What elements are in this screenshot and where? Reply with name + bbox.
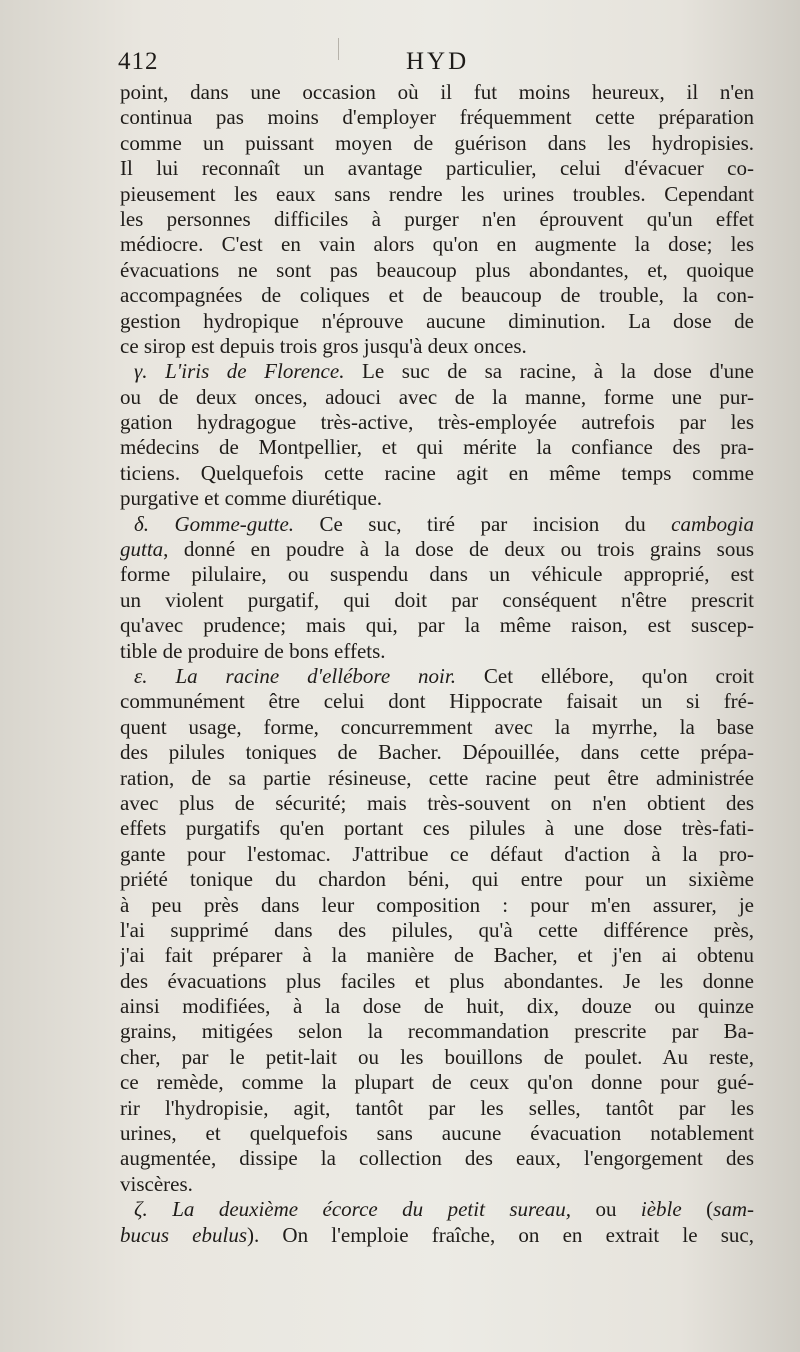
text-line xyxy=(120,131,754,156)
italic-text: cambogia xyxy=(671,511,754,536)
text-run: rir l'hydropisie, agit, tantôt par les selles, tantôt par les xyxy=(120,1095,754,1120)
text-line xyxy=(120,639,754,664)
text-run: j'ai fait préparer à la manière de Bacher, et j'en ai obtenu xyxy=(120,943,754,968)
text-run: des pilules toniques de Bacher. Dépouillée, dans cette prépa- xyxy=(120,740,754,765)
text-run: gation hydragogue très-active, très-employée autrefois par les xyxy=(120,410,754,435)
text-run: accompagnées de coliques et de beaucoup de trouble, la con- xyxy=(120,283,754,308)
text-line xyxy=(120,816,754,841)
text-run: tible de produire de bons effets. xyxy=(120,638,386,663)
text-run: ration, de sa partie résineuse, cette racine peut être administrée xyxy=(120,765,754,790)
text-line xyxy=(120,1197,754,1222)
text-run: point, dans une occasion où il fut moins heureux, il n'en xyxy=(120,80,754,104)
text-run: , donné en poudre à la dose de deux ou trois grains sous xyxy=(163,537,754,562)
text-line xyxy=(120,486,754,511)
text-line xyxy=(120,943,754,968)
text-run: un violent purgatif, qui doit par conséquent n'être prescrit xyxy=(120,587,754,612)
text-run: grains, mitigées selon la recommandation prescrite par Ba- xyxy=(120,1019,754,1044)
text-run: ( xyxy=(681,1197,714,1222)
italic-text: ε. La racine d'ellébore noir. xyxy=(134,663,456,688)
page-header xyxy=(118,48,758,84)
text-line xyxy=(120,613,754,638)
italic-text: sam- xyxy=(713,1197,754,1222)
text-run: quent usage, forme, concurremment avec la myrrhe, la base xyxy=(120,714,754,739)
text-line xyxy=(120,588,754,613)
text-line xyxy=(120,1223,754,1248)
text-line xyxy=(120,359,754,384)
text-line xyxy=(120,309,754,334)
text-line xyxy=(120,918,754,943)
text-run: forme pilulaire, ou suspendu dans un véhicule approprié, est xyxy=(120,562,754,587)
text-run: ticiens. Quelquefois cette racine agit en même temps comme xyxy=(120,460,754,485)
text-run: Il lui reconnaît un avantage particulier, celui d'évacuer co- xyxy=(120,156,754,181)
text-run: gante pour l'estomac. J'attribue ce défaut d'action à la pro- xyxy=(120,841,754,866)
italic-text: gutta xyxy=(120,537,164,562)
text-run: médiocre. C'est en vain alors qu'on en augmente la dose; les xyxy=(120,232,754,257)
text-line xyxy=(120,182,754,207)
text-line xyxy=(120,283,754,308)
text-line xyxy=(120,1121,754,1146)
text-line xyxy=(120,715,754,740)
text-line xyxy=(120,80,754,105)
italic-text: ièble xyxy=(640,1197,682,1222)
text-run: Ce suc, tiré par incision du xyxy=(294,511,672,536)
text-line xyxy=(120,334,754,359)
text-run: des évacuations plus faciles et plus abondantes. Je les donne xyxy=(120,968,754,993)
italic-text: δ. Gomme-gutte. xyxy=(134,511,295,536)
text-line xyxy=(120,105,754,130)
text-run: à peu près dans leur composition : pour m'en assurer, je xyxy=(120,892,754,917)
text-run: gestion hydropique n'éprouve aucune diminution. La dose de xyxy=(120,308,754,333)
text-run: médecins de Montpellier, et qui mérite la confiance des pra- xyxy=(120,435,754,460)
text-line xyxy=(120,232,754,257)
body-text xyxy=(120,80,754,1248)
text-line xyxy=(120,893,754,918)
text-line xyxy=(120,1172,754,1197)
text-line xyxy=(120,385,754,410)
text-line xyxy=(120,664,754,689)
text-run: communément être celui dont Hippocrate faisait un si fré- xyxy=(120,689,754,714)
text-line xyxy=(120,512,754,537)
text-line xyxy=(120,537,754,562)
italic-text: bucus ebulus xyxy=(120,1222,247,1247)
text-line xyxy=(120,207,754,232)
text-run: Le suc de sa racine, à la dose d'une xyxy=(344,359,754,384)
text-run: comme un puissant moyen de guérison dans les hydropisies. xyxy=(120,130,754,155)
text-run: avec plus de sécurité; mais très-souvent on n'en obtient des xyxy=(120,790,754,815)
text-run: continua pas moins d'employer fréquemment cette préparation xyxy=(120,105,754,130)
text-run: l'ai supprimé dans des pilules, qu'à cette différence près, xyxy=(120,917,754,942)
text-run: effets purgatifs qu'en portant ces pilules à une dose très-fati- xyxy=(120,816,754,841)
text-run: ou de deux onces, adouci avec de la manne, forme une pur- xyxy=(120,384,754,409)
text-line xyxy=(120,791,754,816)
text-line xyxy=(120,410,754,435)
text-line xyxy=(120,740,754,765)
text-run: priété tonique du chardon béni, qui entre pour un sixième xyxy=(120,867,754,892)
italic-text: γ. L'iris de Florence. xyxy=(134,359,345,384)
text-line xyxy=(120,1019,754,1044)
text-line xyxy=(120,994,754,1019)
text-line xyxy=(120,1070,754,1095)
text-line xyxy=(120,1146,754,1171)
text-run: urines, et quelquefois sans aucune évacuation notablement xyxy=(120,1121,754,1146)
text-run: les personnes difficiles à purger n'en éprouvent qu'un effet xyxy=(120,206,754,231)
text-run: augmentée, dissipe la collection des eaux, l'engorgement des xyxy=(120,1146,754,1171)
text-line xyxy=(120,258,754,283)
text-run: qu'avec prudence; mais qui, par la même raison, est suscep- xyxy=(120,613,754,638)
text-run: ainsi modifiées, à la dose de huit, dix, douze ou quinze xyxy=(120,994,754,1019)
text-run: pieusement les eaux sans rendre les urines troubles. Cependant xyxy=(120,181,754,206)
text-line xyxy=(120,1045,754,1070)
text-line xyxy=(120,435,754,460)
text-line xyxy=(120,842,754,867)
text-line xyxy=(120,689,754,714)
text-line xyxy=(120,562,754,587)
text-line xyxy=(120,766,754,791)
text-run: ou xyxy=(571,1197,641,1222)
text-line xyxy=(120,1096,754,1121)
text-line xyxy=(120,867,754,892)
text-line xyxy=(120,969,754,994)
text-run: purgative et comme diurétique. xyxy=(120,486,383,511)
italic-text: ζ. La deuxième écorce du petit sureau, xyxy=(134,1197,572,1222)
text-run: Cet ellébore, qu'on croit xyxy=(456,663,754,688)
text-line xyxy=(120,461,754,486)
text-line xyxy=(120,156,754,181)
text-run: cher, par le petit-lait ou les bouillons de poulet. Au reste, xyxy=(120,1044,754,1069)
page-number: 412 xyxy=(118,48,159,75)
text-run: ). On l'emploie fraîche, on en extrait le suc, xyxy=(247,1222,754,1247)
text-run: ce remède, comme la plupart de ceux qu'on donne pour gué- xyxy=(120,1070,754,1095)
text-run: viscères. xyxy=(120,1171,193,1196)
running-head: HYD xyxy=(406,48,470,75)
text-run: ce sirop est depuis trois gros jusqu'à deux onces. xyxy=(120,333,527,358)
text-run: évacuations ne sont pas beaucoup plus abondantes, et, quoique xyxy=(120,257,754,282)
